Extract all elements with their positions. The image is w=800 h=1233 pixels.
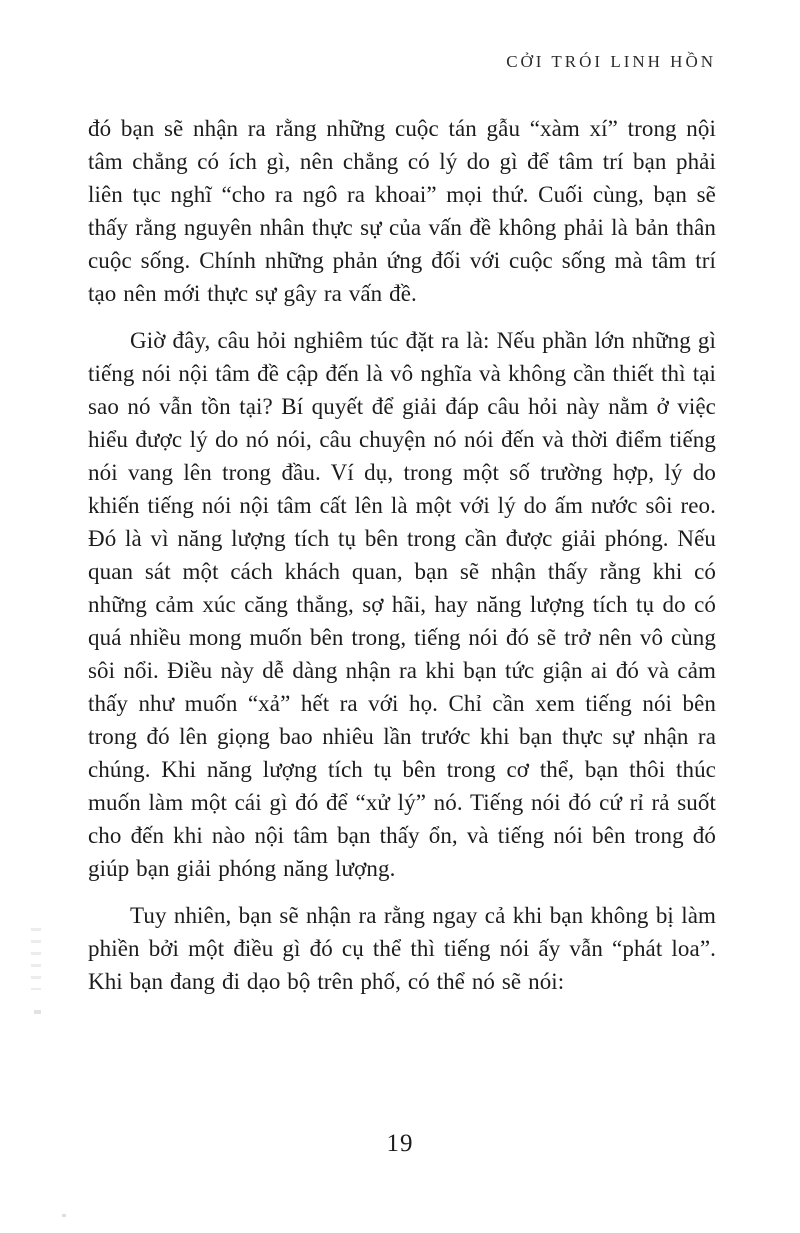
paragraph-3: Tuy nhiên, bạn sẽ nhận ra rằng ngay cả khi bạn không bị làm phiền bởi một điều gì đó cụ thể thì tiếng nói ấy vẫn “phát loa”. Khi bạn đang đi dạo bộ trên phố, có thể nó sẽ nói: (88, 903, 716, 994)
body-text (88, 112, 716, 998)
page-content (88, 52, 716, 998)
paragraph-1: đó bạn sẽ nhận ra rằng những cuộc tán gẫu “xàm xí” trong nội tâm chẳng có ích gì, nên chẳng có lý do gì để tâm trí bạn phải liên tục nghĩ “cho ra ngô ra khoai” mọi thứ. Cuối cùng, bạn sẽ thấy rằng nguyên nhân thực sự của vấn đề không phải là bản thân cuộc sống. Chính những phản ứng đối với cuộc sống mà tâm trí tạo nên mới thực sự gây ra vấn đề. (88, 116, 716, 306)
scan-artifact (34, 1010, 41, 1014)
scan-artifact (62, 1214, 66, 1217)
book-page-scan (0, 52, 800, 1233)
page-number: 19 (386, 1130, 414, 1157)
paragraph-2: Giờ đây, câu hỏi nghiêm túc đặt ra là: Nếu phần lớn những gì tiếng nói nội tâm đề cập đến là vô nghĩa và không cần thiết thì tại sao nó vẫn tồn tại? Bí quyết để giải đáp câu hỏi này nằm ở việc hiểu được lý do nó nói, câu chuyện nó nói đến và thời điểm tiếng nói vang lên trong đầu. Ví dụ, trong một số trường hợp, lý do khiến tiếng nói nội tâm cất lên là một với lý do ấm nước sôi reo. Đó là vì năng lượng tích tụ bên trong cần được giải phóng. Nếu quan sát một cách khách quan, bạn sẽ nhận thấy rằng khi có những cảm xúc căng thẳng, sợ hãi, hay năng lượng tích tụ do có quá nhiều mong muốn bên trong, tiếng nói đó sẽ trở nên vô cùng sôi nổi. Điều này dễ dàng nhận ra khi bạn tức giận ai đó và cảm thấy như muốn “xả” hết ra với họ. Chỉ cần xem tiếng nói bên trong đó lên giọng bao nhiêu lần trước khi bạn thực sự nhận ra chúng. Khi năng lượng tích tụ bên trong cơ thể, bạn thôi thúc muốn làm một cái gì đó để “xử lý” nó. Tiếng nói đó cứ rỉ rả suốt cho đến khi nào nội tâm bạn thấy ổn, và tiếng nói bên trong đó giúp bạn giải phóng năng lượng. (88, 328, 716, 881)
scan-artifact (31, 928, 41, 990)
running-header: CỞI TRÓI LINH HỒN (506, 52, 716, 71)
